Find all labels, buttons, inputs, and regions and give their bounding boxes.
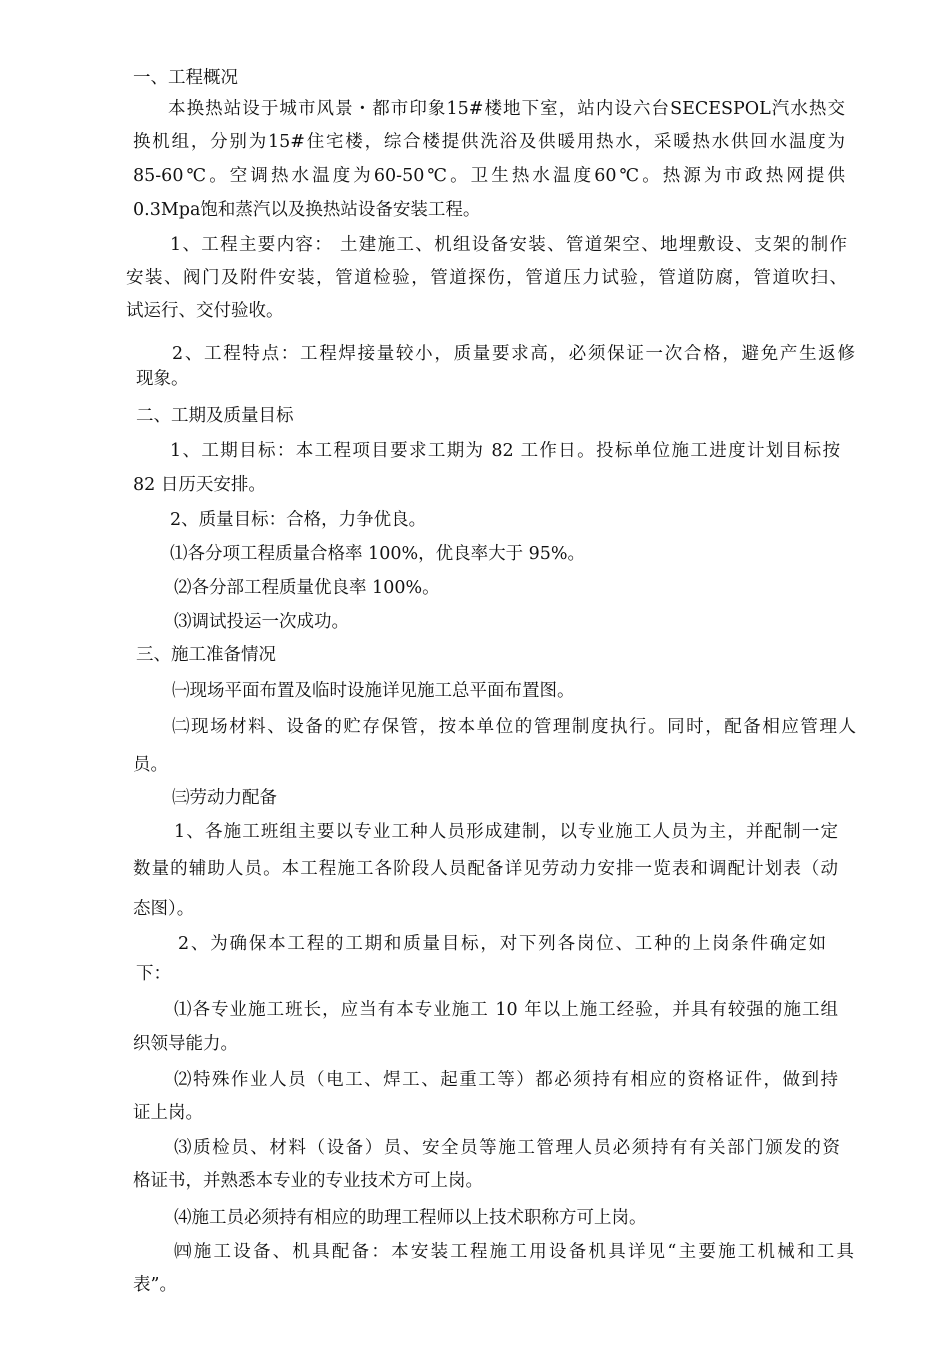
equipment-line-2: 表”。: [133, 1275, 177, 1295]
prep-item-2-line-2: 员。: [133, 755, 168, 775]
labor-line-3: 态图）。: [133, 899, 195, 919]
section-heading-3: 三、施工准备情况: [136, 645, 276, 665]
main-content-line-1: 1、工程主要内容： 土建施工、机组设备安装、管道架空、地埋敷设、支架的制作: [170, 235, 847, 255]
overview-line-2: 换机组，分别为15#住宅楼，综合楼提供洗浴及供暖用热水，采暖热水供回水温度为: [133, 132, 845, 152]
quality-item-1: ⑴各分项工程质量合格率 100%，优良率大于 95%。: [170, 544, 586, 564]
main-content-line-3: 试运行、交付验收。: [126, 301, 284, 321]
post-item-2-line-2: 证上岗。: [133, 1103, 203, 1123]
schedule-goal-line-2: 82 日历天安排。: [133, 475, 266, 495]
post-item-1-line-1: ⑴各专业施工班长，应当有本专业施工 10 年以上施工经验，并具有较强的施工组: [174, 1000, 838, 1020]
labor-line-2: 数量的辅助人员。本工程施工各阶段人员配备详见劳动力安排一览表和调配计划表（动: [133, 859, 838, 879]
post-conditions-line-2: 下：: [136, 964, 171, 984]
section-heading-1: 一、工程概况: [133, 68, 238, 88]
prep-item-3-heading: ㈢劳动力配备: [172, 788, 277, 808]
quality-goal: 2、质量目标：合格，力争优良。: [170, 510, 427, 530]
prep-item-1: ㈠现场平面布置及临时设施详见施工总平面布置图。: [172, 681, 575, 701]
features-line-2: 现象。: [136, 369, 189, 389]
labor-line-1: 1、各施工班组主要以专业工种人员形成建制，以专业施工人员为主，并配制一定: [174, 822, 838, 842]
overview-line-4: 0.3Mpa饱和蒸汽以及换热站设备安装工程。: [133, 200, 481, 220]
post-item-4: ⑷施工员必须持有相应的助理工程师以上技术职称方可上岗。: [174, 1208, 647, 1228]
post-item-3-line-1: ⑶质检员、材料（设备）员、安全员等施工管理人员必须持有有关部门颁发的资: [174, 1138, 840, 1158]
quality-item-3: ⑶调试投运一次成功。: [174, 612, 349, 632]
schedule-goal-line-1: 1、工期目标：本工程项目要求工期为 82 工作日。投标单位施工进度计划目标按: [170, 441, 840, 461]
post-item-1-line-2: 织领导能力。: [133, 1034, 238, 1054]
prep-item-2-line-1: ㈡现场材料、设备的贮存保管，按本单位的管理制度执行。同时，配备相应管理人: [172, 717, 856, 737]
main-content-line-2: 安装、阀门及附件安装，管道检验，管道探伤，管道压力试验，管道防腐，管道吹扫、: [126, 268, 847, 288]
features-line-1: 2、工程特点：工程焊接量较小，质量要求高，必须保证一次合格，避免产生返修: [172, 344, 855, 364]
post-item-3-line-2: 格证书，并熟悉本专业的专业技术方可上岗。: [133, 1171, 483, 1191]
post-conditions-line-1: 2、为确保本工程的工期和质量目标，对下列各岗位、工种的上岗条件确定如: [178, 934, 826, 954]
equipment-line-1: ㈣施工设备、机具配备：本安装工程施工用设备机具详见“主要施工机械和工具: [174, 1242, 854, 1262]
overview-line-1: 本换热站设于城市风景・都市印象15#楼地下室，站内设六台SECESPOL汽水热交: [168, 99, 845, 119]
quality-item-2: ⑵各分部工程质量优良率 100%。: [174, 578, 440, 598]
post-item-2-line-1: ⑵特殊作业人员（电工、焊工、起重工等）都必须持有相应的资格证件，做到持: [174, 1070, 838, 1090]
overview-line-3: 85-60℃。空调热水温度为60-50℃。卫生热水温度60℃。热源为市政热网提供: [133, 166, 845, 186]
section-heading-2: 二、工期及质量目标: [136, 406, 294, 426]
